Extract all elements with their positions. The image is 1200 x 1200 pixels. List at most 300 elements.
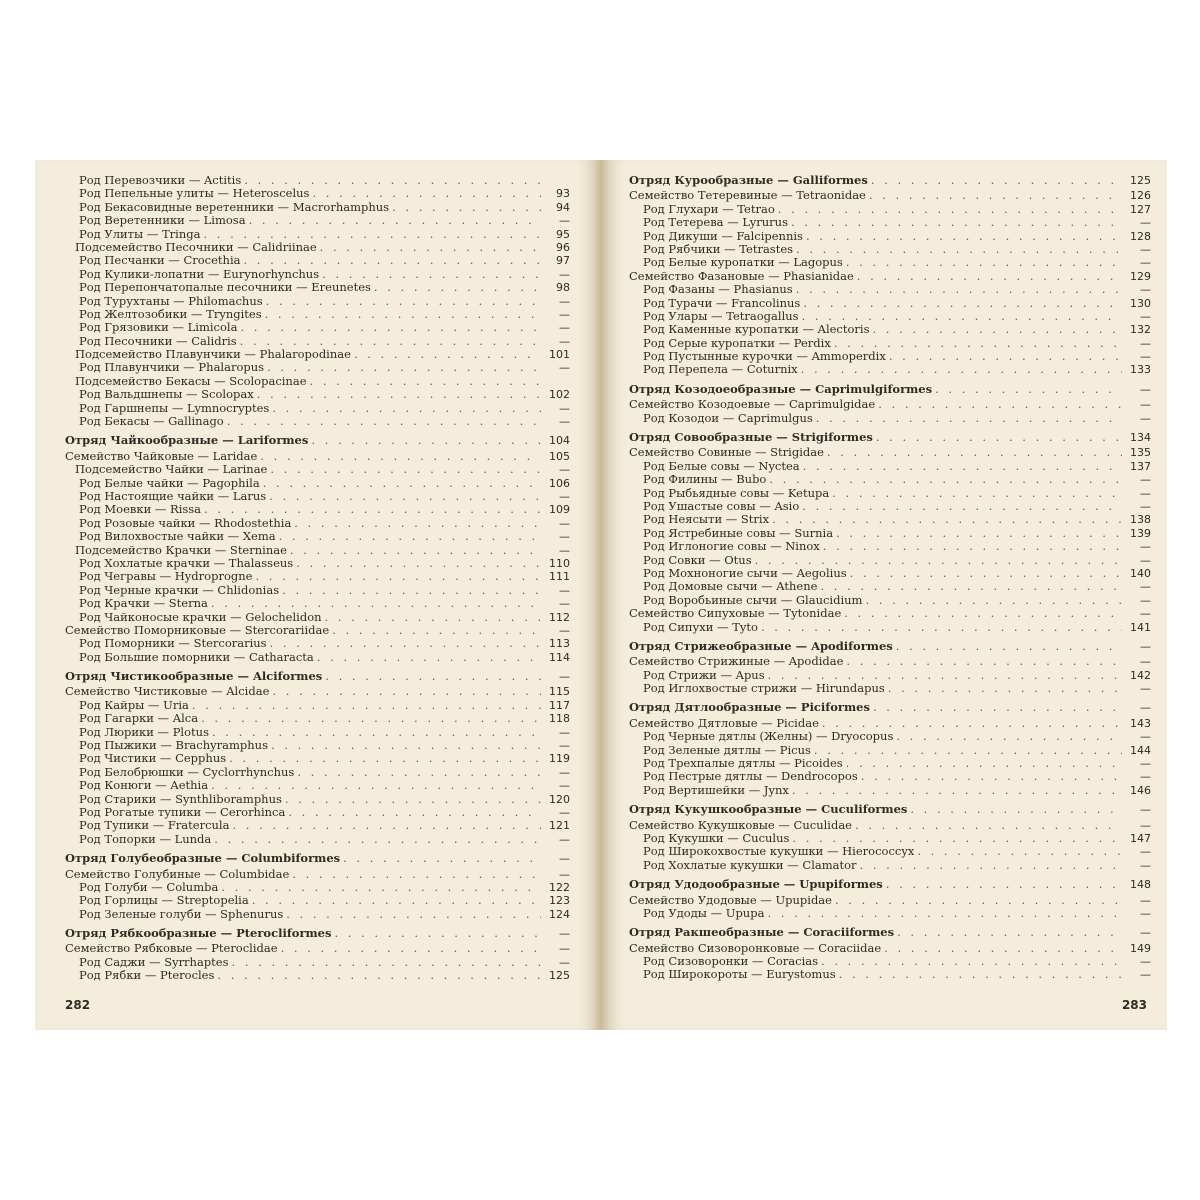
leader-dots [802,500,1122,513]
toc-entry-order [65,852,570,865]
toc-entry-label: Род Рябчики — Tetrastes [643,241,794,256]
leader-dots [265,308,541,321]
leader-dots [229,752,541,765]
toc-entry-page: — [1140,350,1151,364]
toc-entry-label: Род Иглохвостые стрижи — Hirundapus [643,681,885,696]
leader-dots [791,216,1122,229]
toc-entry-label: Род Поморники — Stercorarius [79,636,267,651]
toc-entry-page: 126 [1130,189,1151,203]
leader-dots [876,431,1122,444]
toc-entry-label: Род Крачки — Sterna [79,596,208,611]
toc-entry-family [629,607,1151,620]
leader-dots [311,434,541,447]
toc-entry-genus [629,594,1151,607]
toc-entry-page: 124 [549,907,570,921]
toc-entry-label: Род Песчанки — Crocethia [79,253,241,268]
leader-dots [801,363,1122,376]
leader-dots [267,361,541,374]
toc-entry-label: Род Конюги — Aethia [79,778,209,793]
toc-entry-page: 128 [1130,229,1151,243]
toc-entry-page: — [559,361,570,375]
toc-entry-page: — [559,401,570,415]
leader-dots [846,655,1122,668]
toc-entry-genus [65,779,570,792]
leader-dots [282,584,541,597]
leader-dots [796,283,1122,296]
toc-entry-label: Род Зеленые дятлы — Picus [643,742,811,757]
toc-entry-label: Род Пустынные курочки — Ammoperdix [643,349,886,364]
toc-entry-order [629,383,1151,396]
toc-entry-label: Род Пепельные улиты — Heteroscelus [79,186,310,201]
toc-entry-page: 113 [549,637,570,651]
toc-entry-page: — [1140,701,1151,715]
toc-entry-family [629,270,1151,283]
leader-dots [767,907,1122,920]
toc-entry-family [629,717,1151,730]
toc-entry-page: — [1140,283,1151,297]
toc-entry-label: Род Люрики — Plotus [79,724,209,739]
leader-dots [271,739,541,752]
toc-entry-genus [65,637,570,650]
toc-entry-genus [629,554,1151,567]
toc-entry-label: Отряд Чайкообразные — Lariformes [65,433,309,448]
toc-entry-genus [65,335,570,348]
toc-entry-page: 127 [1130,202,1151,216]
toc-entry-order [629,803,1151,816]
leader-dots [778,203,1122,216]
leader-dots [768,669,1122,682]
toc-entry-label: Род Песочники — Calidris [79,333,237,348]
toc-entry-genus [629,968,1151,981]
leader-dots [802,310,1122,323]
toc-entry-label: Род Фазаны — Phasianus [643,282,793,297]
toc-entry-genus [65,611,570,624]
page-number-right: 283 [1121,998,1147,1012]
toc-entry-label: Род Мохноногие сычи — Aegolius [643,565,847,580]
toc-entry-genus [629,310,1151,323]
toc-entry-page: — [559,583,570,597]
toc-entry-page: 134 [1130,431,1151,445]
toc-entry-label: Род Хохлатые кукушки — Clamator [643,857,857,872]
leader-dots [792,784,1122,797]
toc-entry-label: Род Розовые чайки — Rhodostethia [79,515,292,530]
toc-entry-label: Род Перевозчики — Actitis [79,173,242,187]
toc-entry-genus [629,567,1151,580]
toc-entry-label: Род Глухари — Tetrao [643,201,775,216]
book-gutter [595,160,607,1030]
leader-dots [896,640,1122,653]
toc-entry-label: Семейство Поморниковые — Stercorariidae [65,622,330,637]
toc-entry-label: Род Горлицы — Streptopelia [79,893,249,908]
toc-entry-label: Род Вилохвостые чайки — Xema [79,529,276,544]
toc-entry-label: Семейство Голубиные — Columbidae [65,866,290,881]
toc-entry-page: — [559,294,570,308]
leader-dots [214,833,541,846]
leader-dots [871,174,1122,187]
toc-entry-label: Род Голуби — Columba [79,879,219,894]
toc-entry-page: — [1140,553,1151,567]
toc-entry-page: 125 [1130,174,1151,187]
toc-entry-page: 101 [549,348,570,362]
leader-dots [897,926,1122,939]
toc-entry-label: Отряд Курообразные — Galliformes [629,173,868,187]
toc-entry-label: Род Тетерева — Lyrurus [643,215,788,230]
toc-entry-label: Род Плавунчики — Phalaropus [79,360,265,375]
toc-entry-page: 122 [549,880,570,894]
book-spread [35,160,1167,1030]
leader-dots [827,446,1122,459]
toc-entry-label: Семейство Кукушковые — Cuculidae [629,817,852,832]
toc-entry-order [65,670,570,683]
toc-entry-genus [629,473,1151,486]
toc-entry-page: — [559,955,570,969]
toc-entry-page: 96 [556,240,570,254]
leader-dots [310,375,541,388]
leader-dots [285,793,541,806]
toc-entry-label: Отряд Кукушкообразные — Cuculiformes [629,802,908,817]
toc-entry-page: 105 [549,449,570,463]
toc-entry-page: — [1140,580,1151,594]
toc-entry-label: Род Широкохвостые кукушки — Hierococcyx [643,844,915,859]
leader-dots [257,388,541,401]
leader-dots [244,174,541,187]
leader-dots [844,607,1122,620]
toc-entry-label: Род Рыбьядные совы — Ketupa [643,485,830,500]
toc-entry-genus [629,669,1151,682]
toc-entry-genus [65,388,570,401]
toc-entry-label: Семейство Чистиковые — Alcidae [65,684,270,699]
toc-entry-page: — [559,670,570,684]
toc-entry-label: Род Старики — Synthliboramphus [79,791,282,806]
toc-entry-page: 139 [1130,526,1151,540]
leader-dots [860,859,1122,872]
toc-entry-genus [65,881,570,894]
toc-entry-family [629,189,1151,202]
toc-entry-order [629,878,1151,891]
toc-entry-genus [65,361,570,374]
toc-entry-genus [65,557,570,570]
toc-entry-label: Семейство Стрижиные — Apodidae [629,654,844,669]
toc-entry-page: — [559,725,570,739]
toc-entry-page: — [559,739,570,753]
toc-entry-genus [629,907,1151,920]
toc-entry-page: 94 [556,200,570,214]
toc-entry-genus [65,584,570,597]
leader-dots [317,651,541,664]
toc-entry-page: — [1140,926,1151,940]
toc-entry-page: — [1140,540,1151,554]
toc-entry-page: 120 [549,792,570,806]
leader-dots [192,699,541,712]
toc-entry-genus [65,752,570,765]
toc-entry-label: Отряд Стрижеобразные — Apodiformes [629,638,893,653]
toc-entry-genus [65,597,570,610]
toc-entry-subfamily [65,241,570,254]
leader-dots [269,490,541,503]
toc-entry-genus [629,527,1151,540]
toc-entry-label: Род Чайконосые крачки — Gelochelidon [79,609,322,624]
toc-entry-page: — [559,597,570,611]
table-of-contents-left [65,174,570,983]
toc-entry-label: Род Сипухи — Tyto [643,619,758,634]
toc-entry-page: 109 [549,503,570,517]
toc-entry-page: 146 [1130,783,1151,797]
leader-dots [835,894,1122,907]
toc-entry-page: — [559,765,570,779]
leader-dots [889,350,1122,363]
toc-entry-label: Семейство Совиные — Strigidae [629,445,824,460]
leader-dots [286,908,541,921]
toc-entry-label: Семейство Тетеревиные — Tetraonidae [629,188,866,203]
leader-dots [910,803,1122,816]
leader-dots [806,230,1122,243]
toc-entry-label: Род Рогатые тупики — Cerorhinca [79,804,286,819]
toc-entry-page: — [1140,757,1151,771]
toc-entry-genus [629,487,1151,500]
leader-dots [935,383,1122,396]
toc-entry-label: Род Турачи — Francolinus [643,295,801,310]
toc-entry-label: Подсемейство Песочники — Calidriinae [75,239,317,254]
right-page [607,160,1167,1030]
table-of-contents-right [629,168,1151,982]
toc-entry-page: — [559,805,570,819]
leader-dots [769,473,1122,486]
toc-entry-label: Отряд Рябкообразные — Pterocliformes [65,926,332,941]
toc-entry-genus [65,214,570,227]
toc-entry-genus [629,757,1151,770]
toc-entry-page: 144 [1130,743,1151,757]
toc-entry-label: Отряд Удодообразные — Upupiformes [629,877,883,892]
toc-entry-genus [65,268,570,281]
toc-entry-family [629,655,1151,668]
toc-entry-label: Род Каменные куропатки — Alectoris [643,322,870,337]
toc-entry-label: Род Саджи — Syrrhaptes [79,954,229,969]
toc-entry-page: — [1140,968,1151,982]
toc-entry-label: Род Широкороты — Eurystomus [643,967,836,982]
toc-entry-page: — [559,321,570,335]
toc-entry-label: Отряд Чистикообразные — Alciformes [65,669,323,684]
toc-entry-label: Род Перепела — Coturnix [643,362,798,377]
leader-dots [320,241,541,254]
leader-dots [850,567,1122,580]
toc-entry-label: Род Рябки — Pterocles [79,968,215,983]
toc-entry-label: Род Перепончатопалые песочники — Ereunetes [79,280,371,295]
toc-entry-genus [65,415,570,428]
leader-dots [861,770,1122,783]
toc-entry-label: Семейство Сизоворонковые — Coraciidae [629,940,882,955]
toc-entry-page: — [1140,216,1151,230]
leader-dots [896,730,1122,743]
toc-entry-page: — [559,832,570,846]
toc-entry-label: Род Белые совы — Nyctea [643,458,800,473]
toc-entry-label: Род Улиты — Tringa [79,226,201,241]
leader-dots [814,744,1122,757]
toc-entry-page: 147 [1130,831,1151,845]
leader-dots [917,845,1122,858]
toc-entry-page: — [559,415,570,429]
toc-entry-genus [629,832,1151,845]
toc-entry-label: Род Веретенники — Limosa [79,213,246,228]
toc-entry-label: Род Иглоногие совы — Ninox [643,539,820,554]
toc-entry-label: Род Неясыти — Strix [643,512,770,527]
leader-dots [374,281,541,294]
leader-dots [290,544,541,557]
toc-entry-label: Род Пестрые дятлы — Dendrocopos [643,769,858,784]
toc-entry-genus [65,308,570,321]
toc-entry-label: Род Чегравы — Hydroprogne [79,569,253,584]
leader-dots [263,477,541,490]
toc-entry-page: 133 [1130,363,1151,377]
toc-entry-label: Род Гаршнепы — Lymnocryptes [79,400,270,415]
leader-dots [873,323,1123,336]
toc-entry-order [65,927,570,940]
toc-entry-label: Род Тупики — Fratercula [79,818,230,833]
toc-entry-label: Отряд Голубеобразные — Columbiformes [65,851,341,866]
leader-dots [832,487,1122,500]
toc-entry-page: — [1140,639,1151,653]
toc-entry-subfamily [65,348,570,361]
leader-dots [836,527,1122,540]
toc-entry-genus [629,730,1151,743]
toc-entry-page: — [1140,499,1151,513]
toc-entry-label: Род Моевки — Rissa [79,502,202,517]
toc-entry-page: 114 [549,650,570,664]
leader-dots [270,637,541,650]
toc-entry-genus [65,228,570,241]
toc-entry-genus [65,766,570,779]
toc-entry-page: — [559,267,570,281]
toc-entry-page: 112 [549,610,570,624]
toc-entry-page: — [1140,955,1151,969]
toc-entry-page: — [1140,818,1151,832]
leader-dots [855,819,1122,832]
toc-entry-genus [629,363,1151,376]
toc-entry-genus [629,203,1151,216]
leader-dots [884,942,1122,955]
toc-entry-page: — [559,623,570,637]
page-number-left: 282 [65,998,91,1012]
leader-dots [288,806,541,819]
toc-entry-genus [629,283,1151,296]
toc-entry-label: Род Удоды — Upupa [643,905,765,920]
toc-entry-label: Подсемейство Бекасы — Scolopacinae [75,373,307,388]
toc-entry-label: Род Чистики — Cepphus [79,751,227,766]
toc-entry-genus [65,894,570,907]
toc-entry-family [629,942,1151,955]
leader-dots [792,832,1122,845]
leader-dots [821,955,1122,968]
toc-entry-label: Род Черные крачки — Chlidonias [79,582,280,597]
toc-entry-genus [65,806,570,819]
toc-entry-label: Подсемейство Плавунчики — Phalaropodinae [75,347,351,362]
toc-entry-label: Род Домовые сычи — Athene [643,579,818,594]
toc-entry-page: — [559,334,570,348]
toc-entry-label: Род Турухтаны — Philomachus [79,293,263,308]
leader-dots [873,701,1122,714]
toc-entry-label: Род Бекасовидные веретенники — Macrorhamphus [79,199,390,214]
toc-entry-order [629,701,1151,714]
toc-entry-page: — [1140,607,1151,621]
toc-entry-label: Род Кулики-лопатни — Eurynorhynchus [79,266,320,281]
toc-entry-page: — [1140,398,1151,412]
toc-entry-page: — [559,543,570,557]
toc-entry-genus [629,513,1151,526]
toc-entry-page: 97 [556,254,570,268]
leader-dots [211,597,541,610]
toc-entry-genus [65,477,570,490]
toc-entry-genus [65,793,570,806]
leader-dots [270,463,541,476]
toc-entry-genus [629,580,1151,593]
toc-entry-order [629,640,1151,653]
toc-entry-genus [629,256,1151,269]
toc-entry-page: 138 [1130,513,1151,527]
toc-entry-page: — [1140,655,1151,669]
toc-entry-page: — [559,516,570,530]
leader-dots [839,968,1122,981]
toc-entry-page: — [1140,382,1151,396]
leader-dots [888,682,1122,695]
leader-dots [334,927,541,940]
leader-dots [332,624,541,637]
toc-entry-page: 148 [1130,878,1151,892]
toc-entry-page: — [559,927,570,941]
toc-entry-genus [65,819,570,832]
toc-entry-family [629,819,1151,832]
leader-dots [240,335,541,348]
toc-entry-genus [629,350,1151,363]
toc-entry-page: — [559,530,570,544]
toc-entry-genus [65,969,570,982]
leader-dots [244,254,542,267]
toc-entry-page: 142 [1130,668,1151,682]
leader-dots [822,717,1122,730]
toc-entry-genus [65,517,570,530]
toc-entry-page: — [1140,770,1151,784]
toc-entry-label: Род Гагарки — Alca [79,711,199,726]
toc-entry-label: Род Хохлатые крачки — Thalasseus [79,555,294,570]
toc-entry-label: Отряд Совообразные — Strigiformes [629,430,873,445]
toc-entry-page: — [559,214,570,228]
leader-dots [281,942,541,955]
leader-dots [755,554,1122,567]
toc-entry-label: Род Сизоворонки — Coracias [643,954,819,969]
toc-entry-page: — [1140,309,1151,323]
toc-entry-page: — [559,779,570,793]
leader-dots [834,337,1122,350]
toc-entry-label: Семейство Удодовые — Upupidae [629,892,832,907]
toc-entry-page: — [1140,906,1151,920]
toc-entry-genus [629,744,1151,757]
leader-dots [392,201,541,214]
leader-dots [203,228,541,241]
leader-dots [252,894,541,907]
toc-entry-label: Род Улары — Tetraogallus [643,308,799,323]
leader-dots [272,402,541,415]
toc-entry-page: — [1140,486,1151,500]
toc-entry-page: — [559,867,570,881]
toc-entry-page: — [1140,682,1151,696]
leader-dots [772,513,1122,526]
leader-dots [857,270,1122,283]
toc-entry-subfamily [65,544,570,557]
toc-entry-genus [65,295,570,308]
toc-entry-genus [65,651,570,664]
toc-entry-page: 119 [549,752,570,766]
toc-entry-label: Семейство Козодоевые — Caprimulgidae [629,397,876,412]
leader-dots [266,295,541,308]
toc-entry-label: Род Желтозобики — Tryngites [79,306,262,321]
